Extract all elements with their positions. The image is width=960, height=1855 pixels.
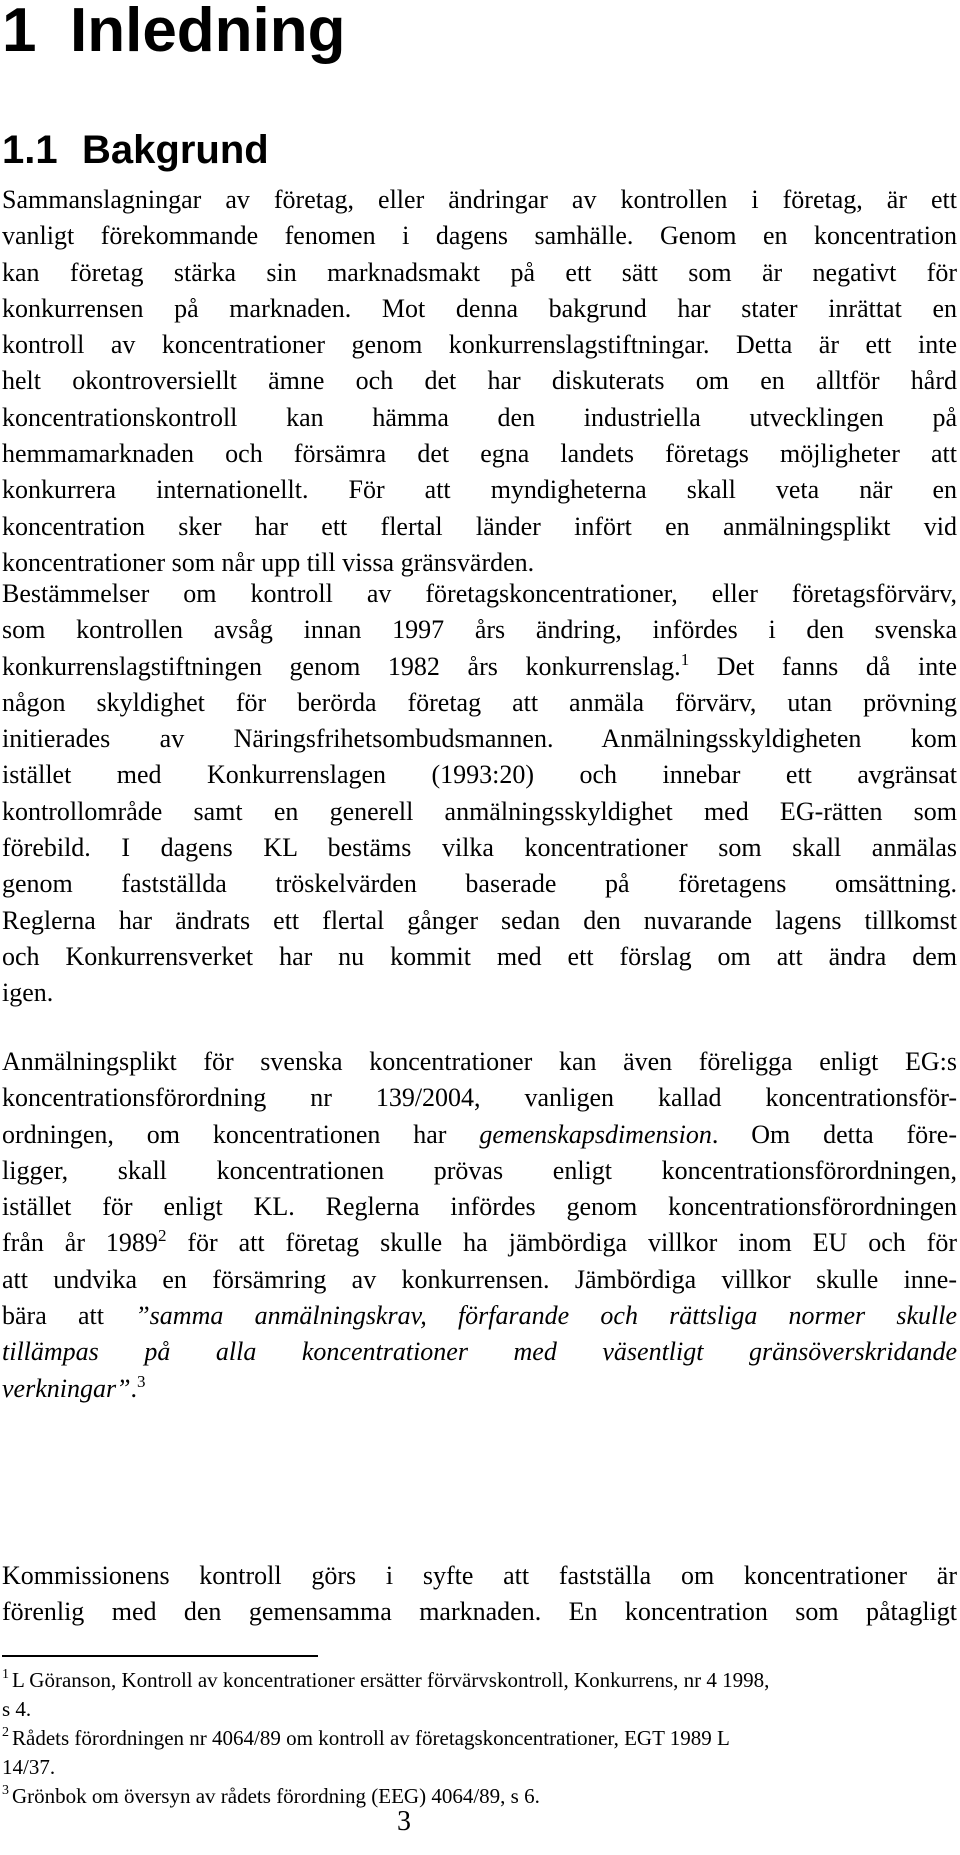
paragraph-line: kontroll av koncentrationer genom konkurrenslagstiftningar. Detta är ett inte xyxy=(2,330,957,360)
paragraph-3 xyxy=(2,1044,957,1407)
section-title: Bakgrund xyxy=(82,128,269,172)
footnote-ref-1[interactable]: 1 xyxy=(680,649,690,669)
paragraph-line: koncentration sker har ett flertal länder infört en anmälningsplikt vid xyxy=(2,511,957,541)
page-number: 3 xyxy=(397,1806,411,1837)
paragraph-line: som kontrollen avsåg innan 1997 års ändring, infördes i den svenska xyxy=(2,615,957,645)
footnote-number: 1 xyxy=(2,1667,9,1682)
italic-quote: ”samma anmälningskrav, förfarande och rättsliga normer skulle xyxy=(135,1301,957,1331)
paragraph-1 xyxy=(2,182,957,581)
paragraph-line: konkurrenslagstiftningen genom 1982 års konkurrenslag.$^1$ Det fanns då inte xyxy=(2,649,957,681)
italic-quote: tillämpas på alla koncentrationer med väsentligt gränsöverskridande xyxy=(2,1337,957,1367)
paragraph-line: kan företag stärka sin marknadsmakt på ett sätt som är negativt för xyxy=(2,257,957,287)
paragraph-line: Kommissionens kontroll görs i syfte att fastställa om koncentrationer är xyxy=(2,1561,957,1590)
italic-term: gemenskapsdimension xyxy=(479,1119,712,1149)
paragraph-line: koncentrationsförordning nr 139/2004, vanligen kallad koncentrationsför- xyxy=(2,1083,957,1113)
paragraph-line: koncentrationskontroll kan hämma den industriella utvecklingen på xyxy=(2,402,957,432)
paragraph-line: att undvika en försämring av konkurrensen. Jämbördiga villkor skulle inne- xyxy=(2,1264,957,1294)
paragraph-line: bära att ”samma anmälningskrav, förfarande och rättsliga normer skulle xyxy=(2,1301,957,1331)
paragraph-line xyxy=(2,1334,957,1370)
paragraph-line: förebild. I dagens KL bestäms vilka koncentrationer som skall anmälas xyxy=(2,833,957,863)
footnote-text: L Göranson, Kontroll av koncentrationer ersätter förvärvskontroll, Konkurrens, nr 4 1998, xyxy=(12,1668,770,1692)
paragraph-line: verkningar”.$^3$ xyxy=(2,1371,146,1403)
chapter-title: Inledning xyxy=(70,0,346,65)
paragraph-line: konkurrera internationellt. För att myndigheterna skall veta när en xyxy=(2,475,957,505)
paragraph-line: koncentrationer som når upp till vissa gränsvärden. xyxy=(2,547,535,577)
paragraph-line: initierades av Näringsfrihetsombudsmannen. Anmälningsskyldigheten kom xyxy=(2,724,957,754)
section-number: 1.1 xyxy=(2,128,58,172)
paragraph-line: hemmamarknaden och försämra det egna landets företags möjligheter att xyxy=(2,439,957,469)
paragraph-4 xyxy=(2,1558,957,1631)
footnote-number: 3 xyxy=(2,1783,9,1798)
footnote-separator xyxy=(2,1655,318,1657)
paragraph-line: och Konkurrensverket har nu kommit med ett förslag om att ändra dem xyxy=(2,941,957,971)
paragraph-line: från år 1989$^2$ för att företag skulle ha jämbördiga villkor inom EU och för xyxy=(2,1226,957,1258)
footnote-text: Grönbok om översyn av rådets förordning (EEG) 4064/89, s 6. xyxy=(12,1784,540,1808)
paragraph-line: Sammanslagningar av företag, eller ändringar av kontrollen i företag, är ett xyxy=(2,185,957,214)
section-heading xyxy=(2,128,269,172)
paragraph-line: istället med Konkurrenslagen (1993:20) och innebar ett avgränsat xyxy=(2,760,957,790)
paragraph-line: helt okontroversiellt ämne och det har diskuterats om en alltför hård xyxy=(2,366,957,396)
footnote-text: 14/37. xyxy=(2,1755,56,1779)
paragraph-line: konkurrensen på marknaden. Mot denna bakgrund har stater inrättat en xyxy=(2,293,957,323)
paragraph-line: igen. xyxy=(2,978,54,1008)
paragraph-line: ordningen, om koncentrationen har gemenskapsdimension. Om detta före- xyxy=(2,1119,957,1149)
footnote-text: Rådets förordningen nr 4064/89 om kontroll av företagskoncentrationer, EGT 1989 L xyxy=(12,1726,730,1750)
paragraph-line: Anmälningsplikt för svenska koncentrationer kan även föreligga enligt EG:s xyxy=(2,1047,957,1076)
footnote-number: 2 xyxy=(2,1725,9,1740)
chapter-number: 1 xyxy=(2,0,37,65)
chapter-heading xyxy=(2,0,346,65)
paragraph-line: genom fastställda tröskelvärden baserade på företagens omsättning. xyxy=(2,869,957,899)
paragraph-line: någon skyldighet för berörda företag att anmäla förvärv, utan prövning xyxy=(2,687,957,717)
paragraph-line: förenlig med den gemensamma marknaden. En koncentration som påtagligt xyxy=(2,1597,957,1627)
footnote-ref-3[interactable]: 3 xyxy=(137,1371,146,1391)
footnote-text: s 4. xyxy=(2,1697,32,1721)
paragraph-2 xyxy=(2,576,957,1012)
paragraph-line: Bestämmelser om kontroll av företagskoncentrationer, eller företagsförvärv, xyxy=(2,579,957,608)
footnote-1 xyxy=(2,1666,957,1724)
paragraph-line: istället för enligt KL. Reglerna infördes genom koncentrationsförordningen xyxy=(2,1192,957,1222)
paragraph-line: ligger, skall koncentrationen prövas enligt koncentrationsförordningen, xyxy=(2,1155,957,1185)
paragraph-line: kontrollområde samt en generell anmälningsskyldighet med EG-rätten som xyxy=(2,796,957,826)
paragraph-line: Reglerna har ändrats ett flertal gånger sedan den nuvarande lagens tillkomst xyxy=(2,905,957,935)
paragraph-line: vanligt förekommande fenomen i dagens samhälle. Genom en koncentration xyxy=(2,221,957,251)
italic-quote: verkningar” xyxy=(2,1373,131,1403)
footnote-2 xyxy=(2,1724,957,1782)
footnote-ref-2[interactable]: 2 xyxy=(157,1226,167,1246)
